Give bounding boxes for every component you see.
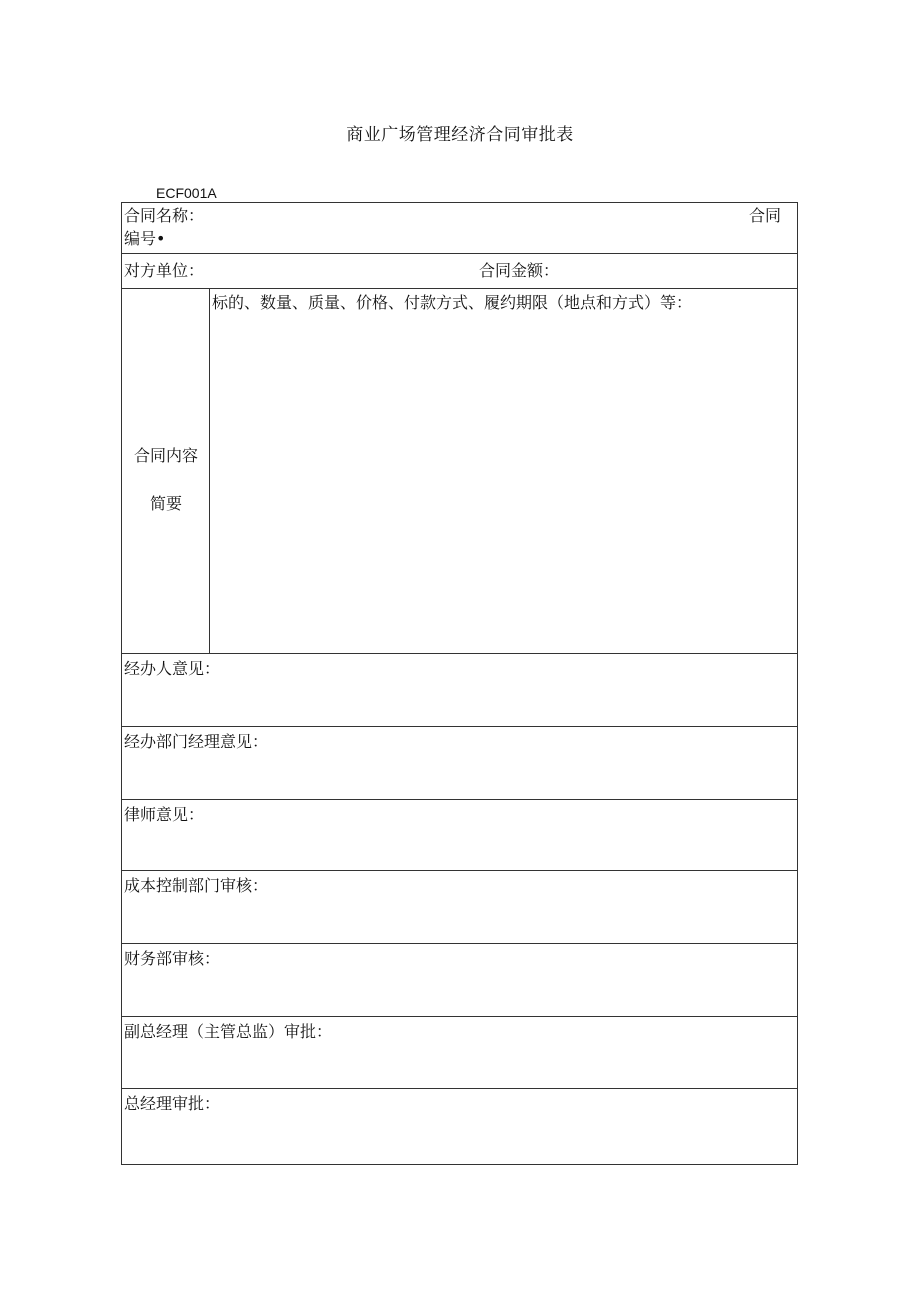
counterparty-row[interactable] — [122, 254, 797, 289]
contract-name-label: 合同名称： — [124, 206, 205, 225]
contract-number-label-part2: 编号• — [124, 229, 166, 248]
page-title: 商业广场管理经济合同审批表 — [346, 125, 574, 145]
contract-content-row — [122, 289, 797, 654]
lawyer-opinion-label: 律师意见： — [124, 805, 205, 824]
contract-content-hint: 标的、数量、质量、价格、付款方式、履约期限（地点和方式）等： — [212, 293, 693, 312]
contract-name-row[interactable] — [122, 203, 797, 254]
finance-review-label: 财务部审核： — [124, 949, 221, 968]
handler-opinion-row[interactable] — [122, 654, 797, 727]
cost-control-review-label: 成本控制部门审核： — [124, 876, 269, 895]
form-code: ECF001A — [156, 185, 217, 201]
counterparty-label: 对方单位： — [124, 261, 205, 280]
approval-form — [121, 202, 798, 1165]
deputy-gm-approval-label: 副总经理（主管总监）审批： — [124, 1022, 333, 1041]
contract-content-field[interactable] — [210, 289, 797, 653]
dept-manager-opinion-row[interactable] — [122, 727, 797, 800]
contract-number-label-part1: 合同 — [748, 206, 781, 225]
finance-review-row[interactable] — [122, 944, 797, 1017]
lawyer-opinion-row[interactable] — [122, 800, 797, 871]
gm-approval-label: 总经理审批： — [124, 1094, 221, 1113]
contract-content-label-line2: 简要 — [149, 494, 182, 513]
deputy-gm-approval-row[interactable] — [122, 1017, 797, 1089]
handler-opinion-label: 经办人意见： — [124, 659, 221, 678]
cost-control-review-row[interactable] — [122, 871, 797, 944]
dept-manager-opinion-label: 经办部门经理意见： — [124, 732, 269, 751]
contract-content-label-line1: 合同内容 — [133, 446, 198, 465]
contract-content-label-cell — [122, 289, 210, 653]
gm-approval-row[interactable] — [122, 1089, 797, 1164]
contract-amount-label: 合同金额： — [479, 261, 560, 280]
